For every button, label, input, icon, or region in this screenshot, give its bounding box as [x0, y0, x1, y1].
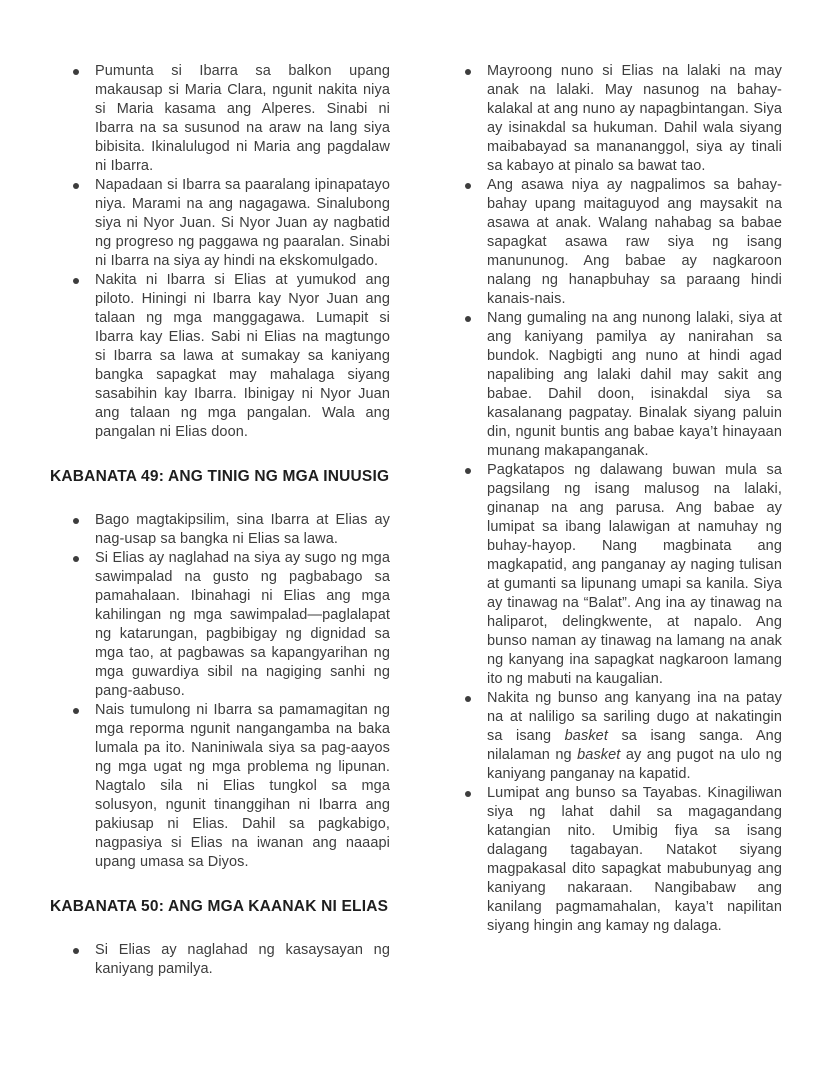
- text-run: Lumipat ang bunso sa Tayabas. Kinagiliwan siya ng lahat dahil sa magagandang katangian nito. Umibig fiya sa isang dalagang tagabayan. Natakot siyang magpakasal dito sapagkat mabubunyag ang kaniyang nakaraan. Nangibabaw ang kanilang pagmamahalan, kaya’t napilitan siyang hingin ang kamay ng dalaga.: [487, 785, 782, 934]
- list-item: [487, 62, 782, 176]
- bullet-icon: [73, 556, 79, 562]
- bullet-list: [50, 941, 390, 979]
- list-item: [487, 689, 782, 784]
- text-run: ay ang pugot na ulo ng kaniyang panganay na kapatid.: [487, 747, 782, 782]
- bullet-icon: [465, 696, 471, 702]
- list-item-text: [487, 690, 782, 782]
- text-run: Pumunta si Ibarra sa balkon upang makausap si Maria Clara, ngunit nakita niya si Maria kasama ang Alperes. Sinabi ni Ibarra na sa susunod na araw na lang siya bibisita. Ikinalulugod ni Maria ang pagdalaw ni Ibarra.: [95, 63, 390, 174]
- list-item-text: [487, 310, 782, 459]
- list-item-text: [487, 63, 782, 174]
- bullet-list: [442, 62, 782, 936]
- bullet-icon: [73, 183, 79, 189]
- text-run: Pagkatapos ng dalawang buwan mula sa pagsilang ng isang malusog na lalaki, ginanap na ang parusa. Ang babae ay lumipat sa ibang lalawigan at namuhay ng buhay-hayop. Nang magbinata ang magkapatid, ang panganay ay naging tulisan at gumanti sa lipunang umapi sa kanila. Siya ay tinawag na “Balat”. Ang ina ay tinawag na haliparot, delingkwente, at napalo. Ang bunso naman ay tinawag na lamang na anak ng kanyang ina sapagkat nagkaroon lamang ito ng mabuti na kaugalian.: [487, 462, 782, 687]
- list-item: [95, 701, 390, 872]
- text-run: sa isang sanga. Ang nilalaman ng: [487, 728, 782, 763]
- bullet-icon: [465, 183, 471, 189]
- list-item: [95, 941, 390, 979]
- list-item-text: [487, 785, 782, 934]
- list-item-text: [95, 63, 390, 174]
- left-column: [50, 62, 390, 979]
- bullet-icon: [73, 69, 79, 75]
- list-item: [487, 176, 782, 309]
- list-item-text: [95, 702, 390, 870]
- text-run: Nakita ni Ibarra si Elias at yumukod ang piloto. Hiningi ni Ibarra kay Nyor Juan ang talaan ng mga manggagawa. Lumapit si Ibarra kay Elias. Sabi ni Elias na magtungo si Ibarra sa lawa at sumakay sa kaniyang bangka sapagkat may mahalaga siyang sasabihin kay Ibarra. Ibinigay ni Nyor Juan ang talaan ng mga pangalan. Wala ang pangalan ni Elias doon.: [95, 272, 390, 440]
- list-item-text: [487, 177, 782, 307]
- list-item-text: [95, 550, 390, 699]
- list-item: [95, 511, 390, 549]
- bullet-icon: [73, 518, 79, 524]
- text-run: Nakita ng bunso ang kanyang ina na patay na at naliligo sa sariling dugo at nakatingin sa isang: [487, 690, 782, 744]
- bullet-icon: [73, 708, 79, 714]
- bullet-icon: [465, 316, 471, 322]
- chapter-heading: KABANATA 49: ANG TINIG NG MGA INUUSIG: [50, 468, 390, 485]
- text-run: Bago magtakipsilim, sina Ibarra at Elias ay nag-usap sa bangka ni Elias sa lawa.: [95, 512, 390, 547]
- bullet-icon: [465, 468, 471, 474]
- text-run: Si Elias ay naglahad na siya ay sugo ng mga sawimpalad na gusto ng pagbabago sa pamahalaan. Ibinahagi ni Elias ang mga kahilingan ng mga sawimpalad—paglalapat ng katarungan, pagbibigay ng dignidad sa mga tao, at pagbawas sa kapangyarihan ng mga guwardiya sibil na nagiging sanhi ng pang-aabuso.: [95, 550, 390, 699]
- list-item: [95, 549, 390, 701]
- list-item: [95, 62, 390, 176]
- text-run: Mayroong nuno si Elias na lalaki na may anak na lalaki. May nasunog na bahay-kalakal at ang nuno ay napagbintangan. Siya ay isinakdal sa hukuman. Dahil wala siyang maibabayad sa manananggol, siya ay tinali sa kabayo at pinalo sa bawat tao.: [487, 63, 782, 174]
- text-run: Nang gumaling na ang nunong lalaki, siya at ang kaniyang pamilya ay nanirahan sa bundok. Nagbigti ang nuno at hindi agad napalibing ang lalaki dahil may sakit ang babae. Dahil doon, isinakdal siya sa kasalanang pagpatay. Binalak siyang paluin din, ngunit buntis ang babae kaya’t hinayaan munang makapanganak.: [487, 310, 782, 459]
- bullet-icon: [465, 791, 471, 797]
- italic-text-run: basket: [564, 728, 608, 744]
- bullet-list: [50, 62, 390, 442]
- list-item: [487, 461, 782, 689]
- list-item-text: [95, 942, 390, 977]
- right-column: [442, 62, 782, 936]
- list-item: [487, 309, 782, 461]
- list-item-text: [487, 462, 782, 687]
- bullet-icon: [73, 278, 79, 284]
- list-item: [95, 271, 390, 442]
- chapter-heading: KABANATA 50: ANG MGA KAANAK NI ELIAS: [50, 898, 389, 915]
- text-run: Napadaan si Ibarra sa paaralang ipinapatayo niya. Marami na ang nagagawa. Sinalubong siya ni Nyor Juan. Si Nyor Juan ay nagbatid ng progreso ng paggawa ng paaralan. Sinabi ni Ibarra na siya ay hindi na ekskomulgado.: [95, 177, 390, 269]
- list-item: [487, 784, 782, 936]
- bullet-list: [50, 511, 390, 872]
- list-item-text: [95, 512, 390, 547]
- list-item-text: [95, 177, 390, 269]
- italic-text-run: basket: [577, 747, 621, 763]
- text-run: Nais tumulong ni Ibarra sa pamamagitan ng mga reporma ngunit nangangamba na baka lumala pa ito. Naniniwala siya sa pag-aayos ng mga ugat ng mga problema ng lipunan. Nagtalo sila ni Elias tungkol sa mga solusyon, ngunit tinanggihan ni Ibarra ang pakiusap ni Elias. Dahil sa pagkabigo, nagpasiya si Elias na iwanan ang naaapi upang umasa sa Diyos.: [95, 702, 390, 870]
- list-item: [95, 176, 390, 271]
- text-run: Si Elias ay naglahad ng kasaysayan ng kaniyang pamilya.: [95, 942, 390, 977]
- list-item-text: [95, 272, 390, 440]
- bullet-icon: [73, 948, 79, 954]
- bullet-icon: [465, 69, 471, 75]
- text-run: Ang asawa niya ay nagpalimos sa bahay-bahay upang maitaguyod ang maysakit na asawa at anak. Walang nahabag sa babae sapagkat asawa raw siya ng isang manununog. Ang babae ay nagkaroon nalang ng hanapbuhay sa paraang hindi kanais-nais.: [487, 177, 782, 307]
